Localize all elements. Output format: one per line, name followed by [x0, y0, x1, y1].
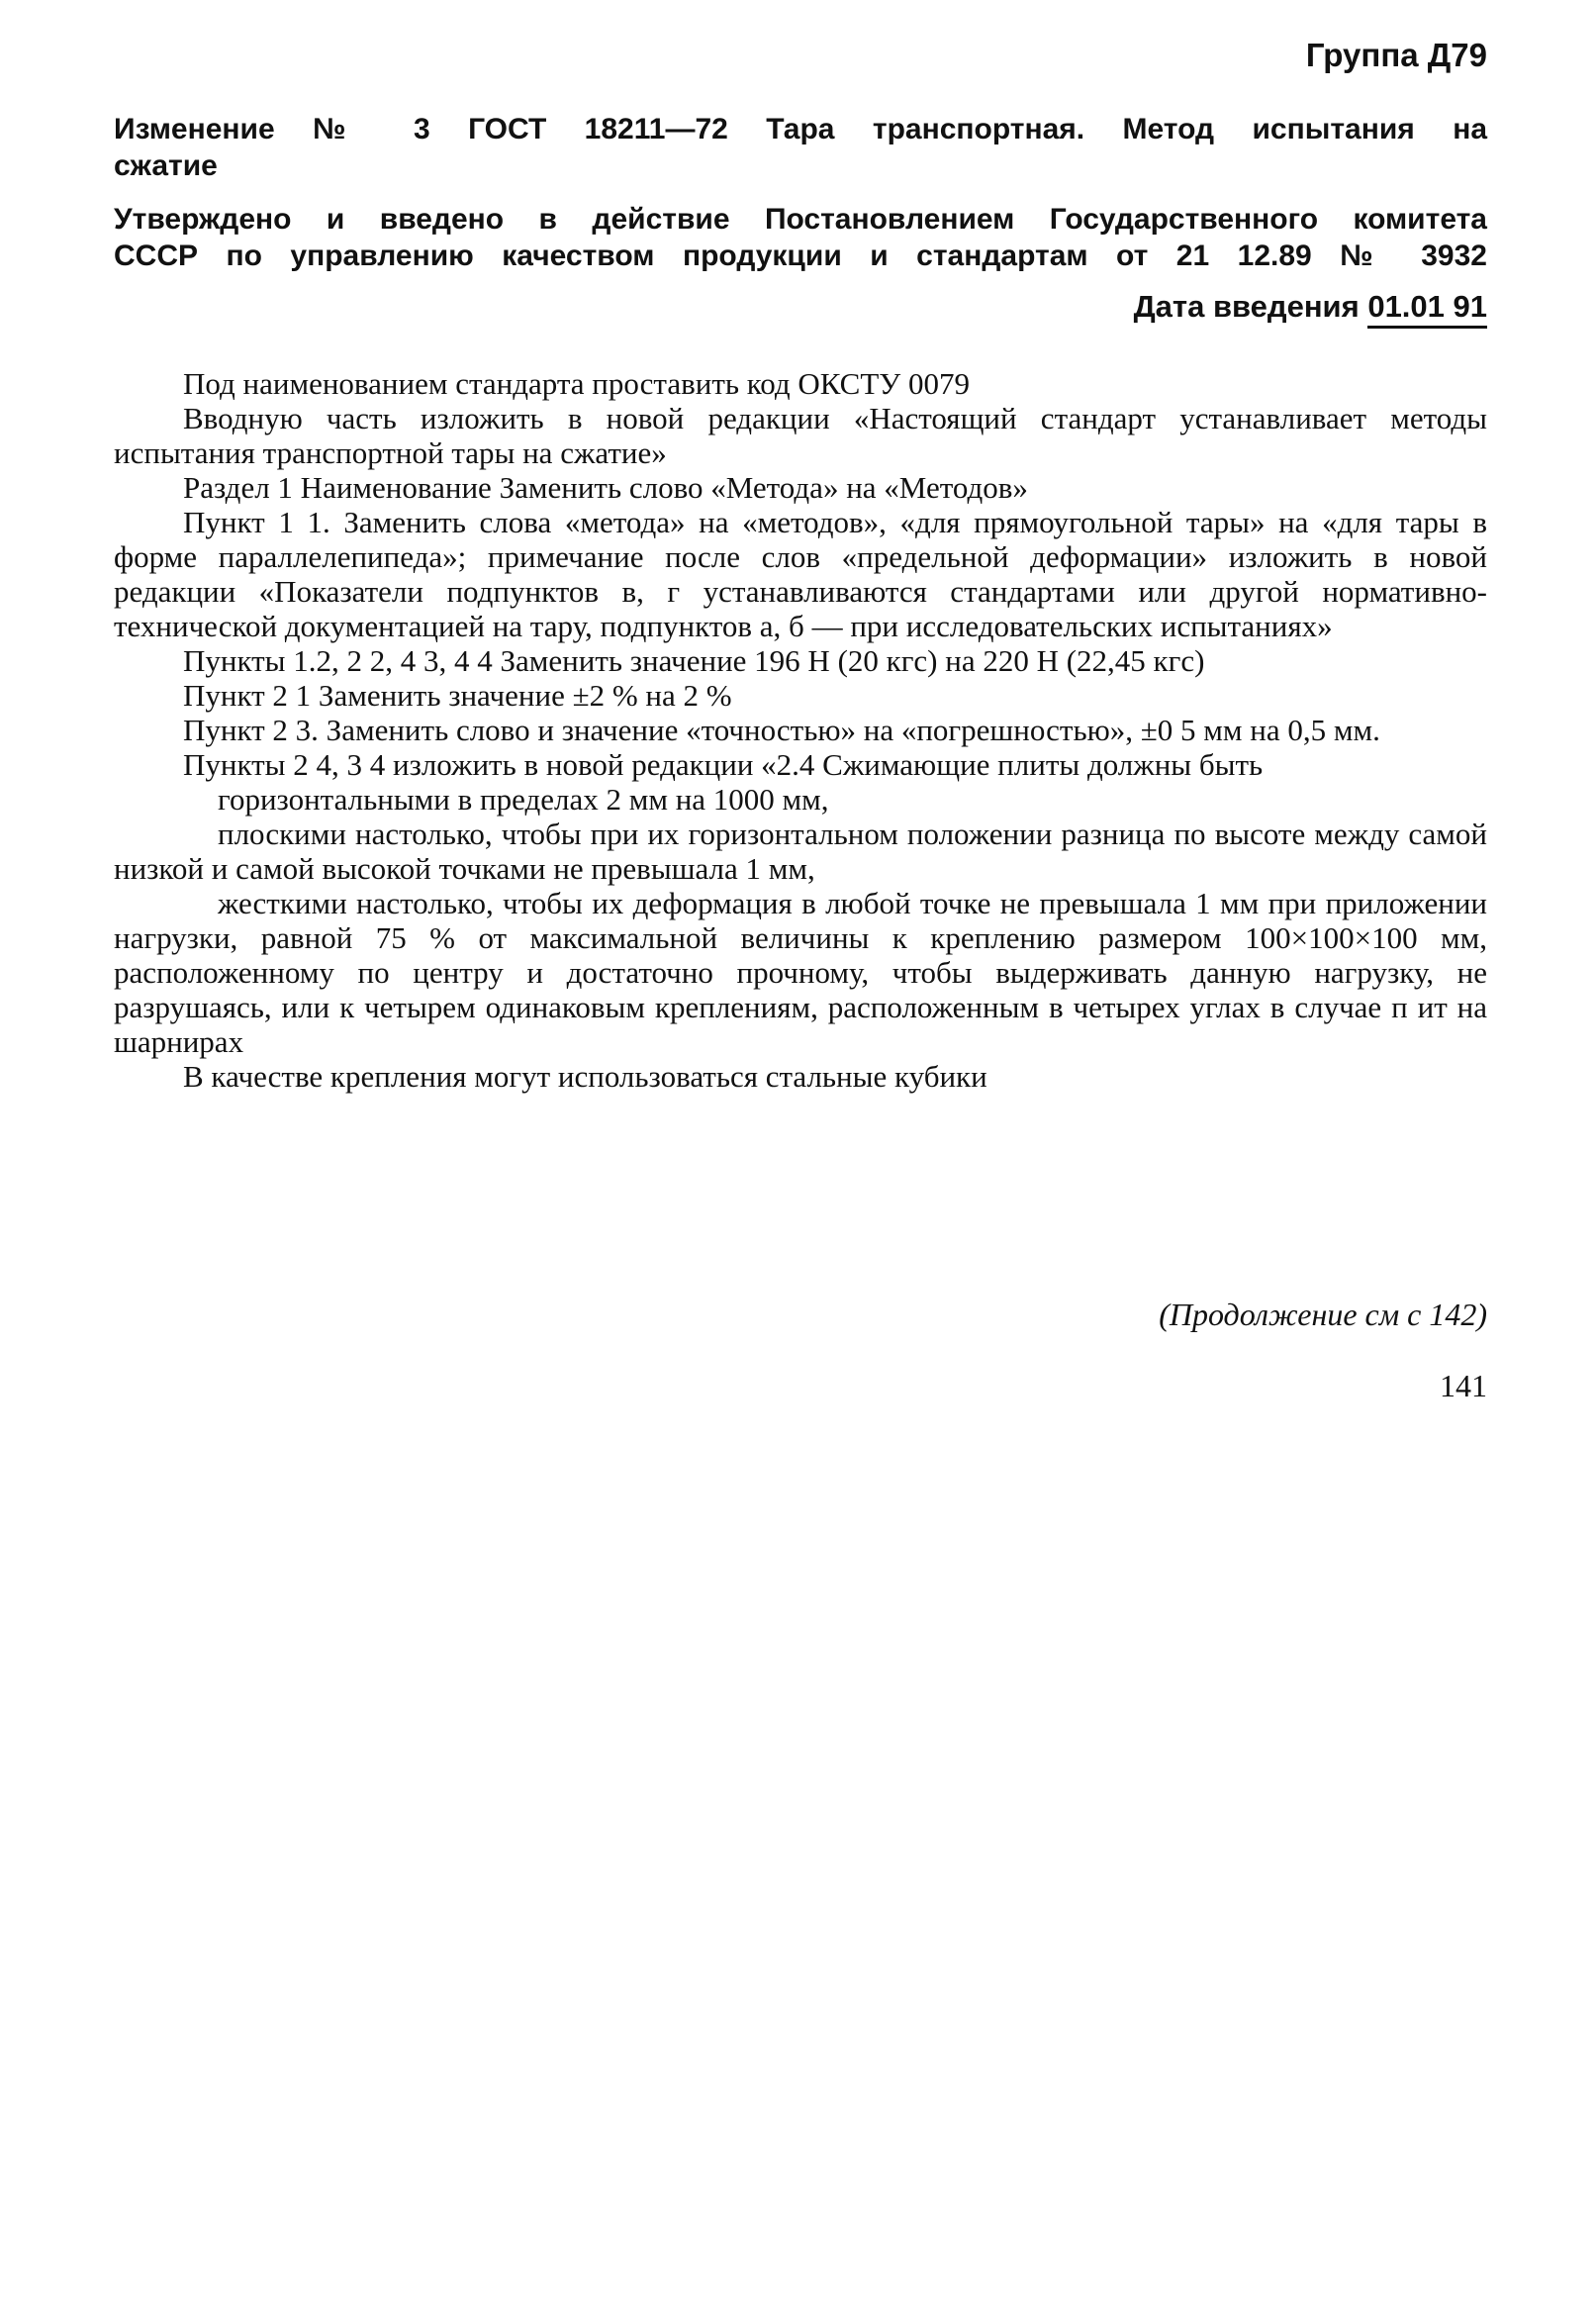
document-body	[114, 366, 1487, 1094]
paragraph-introduction: Вводную часть изложить в новой редакции «Настоящий стандарт устанавливает методы испытания транспортной тары на сжатие»	[114, 401, 1487, 470]
paragraph-items-2-4-3-4: Пункты 2 4, 3 4 изложить в новой редакции «2.4 Сжимающие плиты должны быть	[183, 747, 1264, 782]
paragraph-fastening: В качестве крепления могут использоваться стальные кубики	[183, 1059, 987, 1094]
page-number: 141	[1440, 1368, 1487, 1403]
effective-date-label: Дата введения	[1133, 289, 1360, 324]
paragraph-item-2-3: Пункт 2 3. Заменить слово и значение «точностью» на «погрешностью», ±0 5 мм на 0,5 мм.	[183, 713, 1380, 747]
paragraph-section-1: Раздел 1 Наименование Заменить слово «Метода» на «Методов»	[183, 470, 1028, 505]
effective-date-value: 01.01 91	[1367, 289, 1487, 329]
paragraph-oksty-code: Под наименованием стандарта проставить код ОКСТУ 0079	[183, 366, 970, 401]
paragraph-horizontal: горизонтальными в пределах 2 мм на 1000 мм,	[218, 782, 829, 817]
amendment-title-line-2: сжатие	[114, 149, 218, 182]
paragraph-flat: плоскими настолько, чтобы при их горизонтальном положении разница по высоте между самой низкой и самой высокой точками не превышала 1 мм,	[114, 817, 1487, 886]
paragraph-rigid: жесткими настолько, чтобы их деформация в любой точке не превышала 1 мм при приложении нагрузки, равной 75 % от максимальной величины к креплению размером 100×100×100 мм, расположенному по центру и достаточно прочному, чтобы выдерживать данную нагрузку, не разрушаясь, или к четырем одинаковым креплениям, расположенным в четырех углах в случае п ит на шарнирах	[114, 886, 1487, 1059]
paragraph-items-values: Пункты 1.2, 2 2, 4 3, 4 4 Заменить значение 196 Н (20 кгс) на 220 Н (22,45 кгс)	[183, 643, 1205, 678]
continued-note: (Продолжение см с 142)	[1159, 1297, 1487, 1332]
paragraph-item-1-1: Пункт 1 1. Заменить слова «метода» на «методов», «для прямоугольной тары» на «для тары в форме параллелепипеда»; примечание после слов «предельной деформации» изложить в новой редакции «Показатели подпунктов в, г устанавливаются стандартами или другой нормативно-технической документацией на тару, подпунктов а, б — при исследовательских испытаниях»	[114, 505, 1487, 643]
approval-line-1: Утверждено и введено в действие Постановлением Государственного комитета	[114, 203, 1487, 236]
effective-date	[1134, 287, 1487, 327]
amendment-title-line-1: Изменение № 3 ГОСТ 18211—72 Тара транспортная. Метод испытания на	[114, 113, 1487, 145]
approval-line-2: СССР по управлению качеством продукции и стандартам от 21 12.89 № 3932	[114, 240, 1487, 272]
group-code: Группа Д79	[1305, 37, 1487, 73]
paragraph-item-2-1: Пункт 2 1 Заменить значение ±2 % на 2 %	[183, 678, 732, 713]
